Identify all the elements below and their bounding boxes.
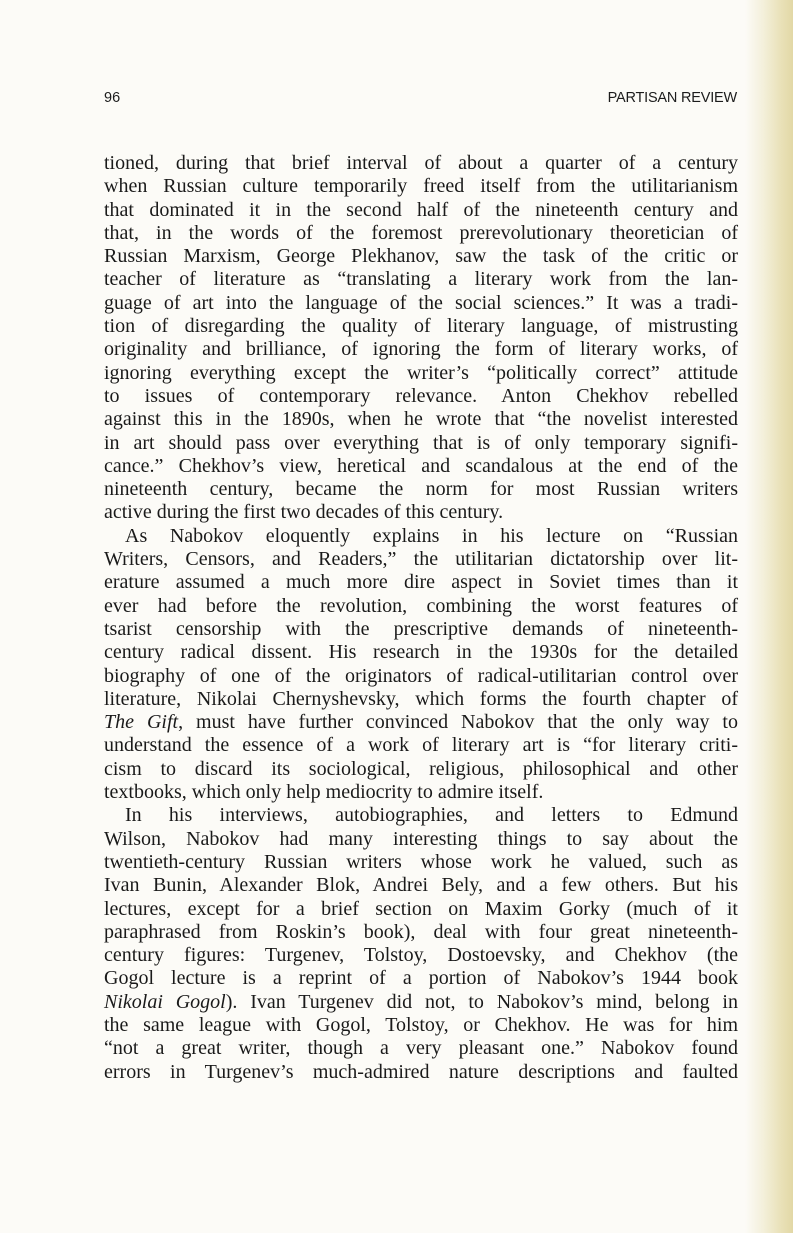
- text-line: [104, 292, 738, 315]
- text-line: [104, 734, 738, 757]
- text-line: [104, 525, 738, 548]
- line-text: As Nabokov eloquently explains in his lecture on “Russian: [125, 524, 738, 547]
- line-text: “not a great writer, though a very pleasant one.” Nabokov found: [104, 1037, 738, 1060]
- text-line: [104, 571, 738, 594]
- text-line: [104, 432, 738, 455]
- line-text: when Russian culture temporarily freed itself from the utilitarianism: [104, 175, 738, 198]
- text-line: [104, 618, 738, 641]
- text-line: [104, 758, 738, 781]
- text-line: [104, 711, 738, 734]
- line-text: textbooks, which only help mediocrity to admire itself.: [104, 781, 544, 804]
- text-line: [104, 851, 738, 874]
- line-text: guage of art into the language of the social sciences.” It was a tradi-: [104, 291, 738, 314]
- italic-title: Nikolai Gogol: [104, 990, 226, 1013]
- text-line: [104, 315, 738, 338]
- line-text: tioned, during that brief interval of about a quarter of a century: [104, 152, 738, 174]
- text-line: [104, 478, 738, 501]
- text-line: [104, 1061, 738, 1084]
- text-line: [104, 408, 738, 431]
- line-text: In his interviews, autobiographies, and letters to Edmund: [125, 804, 738, 827]
- line-text: biography of one of the originators of radical-utilitarian control over: [104, 664, 738, 687]
- text-line: [104, 548, 738, 571]
- line-text: erature assumed a much more dire aspect in Soviet times than it: [104, 571, 738, 594]
- text-line: [104, 688, 738, 711]
- line-text: active during the first two decades of this century.: [104, 501, 504, 524]
- line-text: twentieth-century Russian writers whose work he valued, such as: [104, 850, 738, 873]
- text-line: [104, 944, 738, 967]
- line-text: ever had before the revolution, combining the worst features of: [104, 594, 738, 617]
- line-text: literature, Nikolai Chernyshevsky, which forms the fourth chapter of: [104, 687, 738, 710]
- line-text: in art should pass over everything that is of only temporary signifi-: [104, 431, 738, 454]
- line-text: ). Ivan Turgenev did not, to Nabokov’s mind, belong in: [225, 990, 738, 1013]
- body-text: [104, 152, 738, 1084]
- text-line: [104, 385, 738, 408]
- text-line: [104, 641, 738, 664]
- line-text: errors in Turgenev’s much-admired nature descriptions and faulted: [104, 1060, 738, 1083]
- text-line: [104, 362, 738, 385]
- line-text: lectures, except for a brief section on Maxim Gorky (much of it: [104, 897, 738, 920]
- text-line: [104, 1037, 738, 1060]
- line-text: cance.” Chekhov’s view, heretical and scandalous at the end of the: [104, 454, 738, 477]
- line-text: century figures: Turgenev, Tolstoy, Dostoevsky, and Chekhov (the: [104, 944, 738, 967]
- line-text: Gogol lecture is a reprint of a portion of Nabokov’s 1944 book: [104, 967, 738, 990]
- line-text: that dominated it in the second half of the nineteenth century and: [104, 198, 738, 221]
- page-number: 96: [104, 90, 121, 106]
- line-text: nineteenth century, became the norm for most Russian writers: [104, 478, 738, 501]
- text-line: [104, 874, 738, 897]
- line-text: the same league with Gogol, Tolstoy, or Chekhov. He was for him: [104, 1013, 738, 1036]
- text-line: [104, 781, 738, 804]
- text-line: [104, 245, 738, 268]
- text-line: [104, 152, 738, 175]
- line-text: Ivan Bunin, Alexander Blok, Andrei Bely, and a few others. But his: [104, 874, 738, 897]
- line-text: ignoring everything except the writer’s “politically correct” attitude: [104, 361, 738, 384]
- line-text: that, in the words of the foremost prerevolutionary theoretician of: [104, 221, 738, 244]
- text-line: [104, 338, 738, 361]
- line-text: teacher of literature as “translating a literary work from the lan-: [104, 268, 738, 291]
- text-line: [104, 455, 738, 478]
- text-line: [104, 828, 738, 851]
- line-text: Russian Marxism, George Plekhanov, saw the task of the critic or: [104, 245, 738, 268]
- running-title: PARTISAN REVIEW: [607, 90, 737, 106]
- text-line: [104, 898, 738, 921]
- line-text: tion of disregarding the quality of literary language, of mistrusting: [104, 315, 738, 338]
- text-line: [104, 804, 738, 827]
- line-text: paraphrased from Roskin’s book), deal with four great nineteenth-: [104, 920, 738, 943]
- text-line: [104, 595, 738, 618]
- line-text: against this in the 1890s, when he wrote that “the novelist interested: [104, 408, 738, 431]
- line-text: originality and brilliance, of ignoring the form of literary works, of: [104, 338, 738, 361]
- line-text: to issues of contemporary relevance. Anton Chekhov rebelled: [104, 384, 738, 407]
- line-text: cism to discard its sociological, religious, philosophical and other: [104, 757, 738, 780]
- text-line: [104, 175, 738, 198]
- line-text: century radical dissent. His research in the 1930s for the detailed: [104, 641, 738, 664]
- text-line: [104, 501, 738, 524]
- line-text: , must have further convinced Nabokov that the only way to: [178, 711, 738, 734]
- line-text: Writers, Censors, and Readers,” the utilitarian dictatorship over lit-: [104, 548, 738, 571]
- text-line: [104, 921, 738, 944]
- text-line: [104, 268, 738, 291]
- text-line: [104, 1014, 738, 1037]
- line-text: understand the essence of a work of literary art is “for literary criti-: [104, 734, 738, 757]
- line-text: tsarist censorship with the prescriptive demands of nineteenth-: [104, 617, 738, 640]
- text-line: [104, 222, 738, 245]
- text-line: [104, 665, 738, 688]
- text-line: [104, 967, 738, 990]
- page-edge: [745, 0, 793, 1233]
- text-line: [104, 991, 738, 1014]
- text-line: [104, 199, 738, 222]
- italic-title: The Gift: [104, 711, 179, 734]
- line-text: Wilson, Nabokov had many interesting things to say about the: [104, 827, 738, 850]
